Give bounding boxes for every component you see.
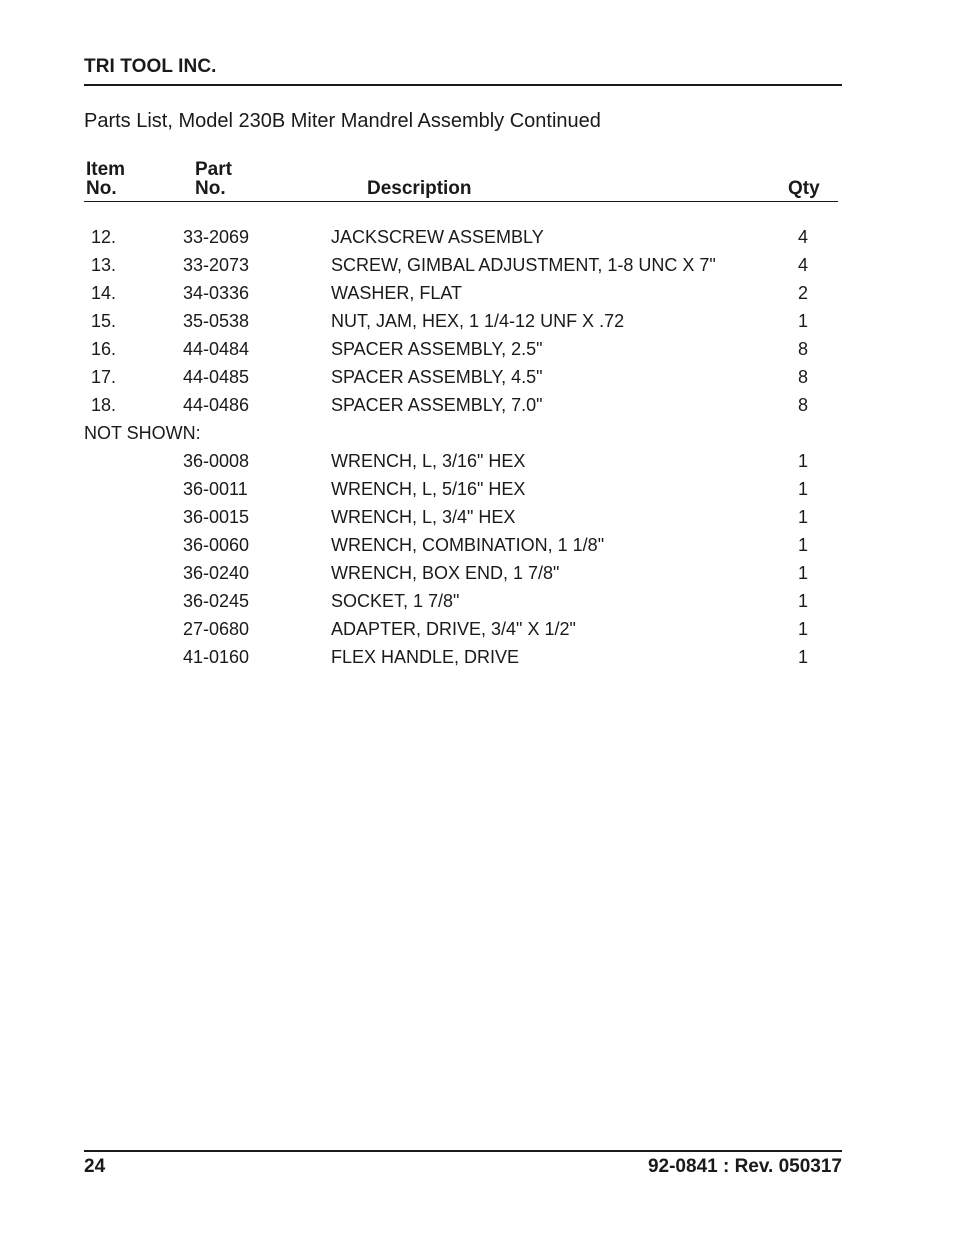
part-number: 34-0336 (183, 283, 250, 303)
table-row (0, 588, 954, 616)
part-qty: 1 (798, 311, 809, 331)
part-description: WASHER, FLAT (331, 283, 463, 303)
table-row (0, 532, 954, 560)
item-number: 18. (91, 395, 117, 415)
header-rule (84, 84, 842, 86)
page-subtitle: Parts List, Model 230B Miter Mandrel Assembly Continued (84, 110, 601, 132)
parts-table (0, 224, 954, 672)
part-number: 36-0060 (183, 535, 250, 555)
table-header-rule (84, 201, 838, 202)
part-description: WRENCH, L, 5/16" HEX (331, 479, 526, 499)
part-description: WRENCH, L, 3/4" HEX (331, 507, 516, 527)
not-shown-label: NOT SHOWN: (84, 423, 201, 443)
table-row (0, 364, 954, 392)
part-number: 35-0538 (183, 311, 250, 331)
column-header-part-line2: No. (195, 178, 226, 199)
part-number: 36-0240 (183, 563, 250, 583)
column-header-description: Description (367, 178, 472, 199)
part-qty: 1 (798, 535, 809, 555)
part-qty: 1 (798, 451, 809, 471)
item-number: 15. (91, 311, 117, 331)
column-header-part-line1: Part (195, 159, 232, 180)
part-description: SOCKET, 1 7/8" (331, 591, 460, 611)
part-qty: 1 (798, 479, 809, 499)
part-number: 44-0485 (183, 367, 250, 387)
table-row (0, 616, 954, 644)
column-header-qty: Qty (788, 178, 820, 199)
column-header-item-line2: No. (86, 178, 117, 199)
page-number: 24 (84, 1156, 106, 1177)
column-header-item-line1: Item (86, 159, 126, 180)
column-header-part-no (195, 160, 232, 198)
part-number: 44-0484 (183, 339, 250, 359)
part-description: WRENCH, L, 3/16" HEX (331, 451, 526, 471)
item-number: 12. (91, 227, 117, 247)
item-number: 13. (91, 255, 117, 275)
table-row (0, 280, 954, 308)
part-qty: 4 (798, 227, 809, 247)
part-description: WRENCH, BOX END, 1 7/8" (331, 563, 560, 583)
part-number: 27-0680 (183, 619, 250, 639)
part-qty: 8 (798, 395, 809, 415)
part-qty: 1 (798, 507, 809, 527)
part-description: ADAPTER, DRIVE, 3/4" X 1/2" (331, 619, 576, 639)
document-revision: 92-0841 : Rev. 050317 (647, 1156, 842, 1177)
part-description: WRENCH, COMBINATION, 1 1/8" (331, 535, 605, 555)
table-row (0, 560, 954, 588)
part-qty: 2 (798, 283, 809, 303)
column-header-item-no (86, 160, 125, 198)
item-number: 14. (91, 283, 117, 303)
part-number: 36-0008 (183, 451, 250, 471)
part-number: 36-0245 (183, 591, 250, 611)
item-number: 17. (91, 367, 117, 387)
part-number: 33-2069 (183, 227, 250, 247)
part-description: SPACER ASSEMBLY, 7.0" (331, 395, 543, 415)
part-qty: 1 (798, 619, 809, 639)
part-description: SPACER ASSEMBLY, 2.5" (331, 339, 543, 359)
part-description: JACKSCREW ASSEMBLY (331, 227, 544, 247)
part-number: 36-0011 (183, 479, 248, 499)
part-number: 33-2073 (183, 255, 250, 275)
part-description: SCREW, GIMBAL ADJUSTMENT, 1-8 UNC X 7" (331, 255, 716, 275)
table-row (0, 476, 954, 504)
part-qty: 1 (798, 563, 809, 583)
table-row (0, 252, 954, 280)
table-row (0, 644, 954, 672)
table-row (0, 392, 954, 420)
company-name: TRI TOOL INC. (84, 56, 217, 77)
part-qty: 1 (798, 647, 809, 667)
part-qty: 1 (798, 591, 809, 611)
table-row (0, 504, 954, 532)
part-number: 36-0015 (183, 507, 250, 527)
part-qty: 8 (798, 367, 809, 387)
part-description: SPACER ASSEMBLY, 4.5" (331, 367, 543, 387)
table-row (0, 224, 954, 252)
footer-rule (84, 1150, 842, 1152)
part-number: 44-0486 (183, 395, 250, 415)
part-number: 41-0160 (183, 647, 250, 667)
table-row (0, 336, 954, 364)
table-row (0, 308, 954, 336)
table-row (0, 448, 954, 476)
part-description: FLEX HANDLE, DRIVE (331, 647, 520, 667)
part-qty: 4 (798, 255, 809, 275)
part-description: NUT, JAM, HEX, 1 1/4-12 UNF X .72 (331, 311, 625, 331)
item-number: 16. (91, 339, 117, 359)
part-qty: 8 (798, 339, 809, 359)
